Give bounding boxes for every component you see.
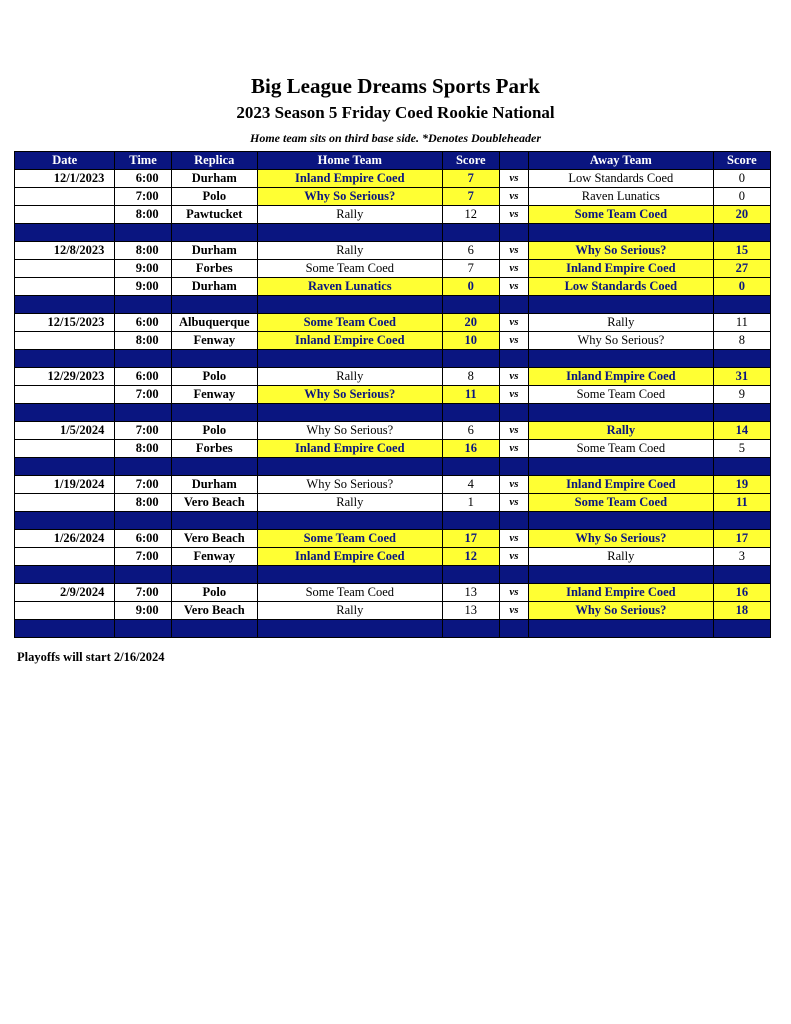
- spacer-cell: [257, 224, 442, 242]
- spacer-cell: [713, 620, 770, 638]
- replica-cell: Durham: [171, 278, 257, 296]
- vs-cell: vs: [499, 494, 528, 512]
- away-team-cell: Rally: [528, 548, 713, 566]
- date-cell: [15, 188, 115, 206]
- time-cell: 7:00: [115, 548, 171, 566]
- away-team-cell: Why So Serious?: [528, 602, 713, 620]
- replica-cell: Durham: [171, 476, 257, 494]
- spacer-row: [15, 224, 771, 242]
- spacer-cell: [499, 566, 528, 584]
- away-team-cell: Why So Serious?: [528, 242, 713, 260]
- vs-cell: vs: [499, 440, 528, 458]
- spacer-cell: [15, 404, 115, 422]
- col-date-header: Date: [15, 152, 115, 170]
- spacer-cell: [15, 620, 115, 638]
- vs-cell: vs: [499, 260, 528, 278]
- away-score-cell: 27: [713, 260, 770, 278]
- replica-cell: Fenway: [171, 386, 257, 404]
- home-team-cell: Inland Empire Coed: [257, 548, 442, 566]
- spacer-cell: [499, 296, 528, 314]
- vs-cell: vs: [499, 548, 528, 566]
- home-score-cell: 13: [442, 602, 499, 620]
- home-team-cell: Rally: [257, 206, 442, 224]
- away-score-cell: 11: [713, 494, 770, 512]
- date-cell: [15, 278, 115, 296]
- spacer-cell: [171, 458, 257, 476]
- home-score-cell: 6: [442, 422, 499, 440]
- time-cell: 6:00: [115, 530, 171, 548]
- vs-cell: vs: [499, 314, 528, 332]
- away-team-cell: Rally: [528, 314, 713, 332]
- time-cell: 7:00: [115, 422, 171, 440]
- away-score-cell: 20: [713, 206, 770, 224]
- home-score-cell: 8: [442, 368, 499, 386]
- replica-cell: Fenway: [171, 548, 257, 566]
- home-score-cell: 12: [442, 206, 499, 224]
- vs-cell: vs: [499, 422, 528, 440]
- time-cell: 9:00: [115, 278, 171, 296]
- page-subtitle: 2023 Season 5 Friday Coed Rookie National: [236, 103, 555, 122]
- vs-cell: vs: [499, 584, 528, 602]
- page-title: Big League Dreams Sports Park: [251, 74, 540, 98]
- away-score-cell: 16: [713, 584, 770, 602]
- date-cell: 2/9/2024: [15, 584, 115, 602]
- date-cell: [15, 332, 115, 350]
- replica-cell: Forbes: [171, 440, 257, 458]
- game-row: [15, 440, 771, 458]
- away-score-cell: 0: [713, 170, 770, 188]
- spacer-cell: [499, 458, 528, 476]
- replica-cell: Pawtucket: [171, 206, 257, 224]
- replica-cell: Durham: [171, 242, 257, 260]
- away-score-cell: 9: [713, 386, 770, 404]
- time-cell: 7:00: [115, 386, 171, 404]
- replica-cell: Forbes: [171, 260, 257, 278]
- spacer-cell: [442, 566, 499, 584]
- spacer-cell: [442, 458, 499, 476]
- time-cell: 8:00: [115, 332, 171, 350]
- date-cell: [15, 602, 115, 620]
- date-cell: 1/26/2024: [15, 530, 115, 548]
- schedule-body: [15, 170, 771, 638]
- spacer-cell: [171, 620, 257, 638]
- game-row: [15, 314, 771, 332]
- home-score-cell: 7: [442, 188, 499, 206]
- spacer-row: [15, 566, 771, 584]
- game-row: [15, 584, 771, 602]
- game-row: [15, 476, 771, 494]
- vs-cell: vs: [499, 530, 528, 548]
- game-row: [15, 602, 771, 620]
- spacer-cell: [115, 512, 171, 530]
- col-vs-header: [499, 152, 528, 170]
- spacer-cell: [171, 224, 257, 242]
- replica-cell: Polo: [171, 368, 257, 386]
- spacer-cell: [171, 566, 257, 584]
- time-cell: 7:00: [115, 188, 171, 206]
- away-team-cell: Some Team Coed: [528, 494, 713, 512]
- date-cell: [15, 494, 115, 512]
- time-cell: 8:00: [115, 440, 171, 458]
- home-score-cell: 0: [442, 278, 499, 296]
- col-time-header: Time: [115, 152, 171, 170]
- spacer-cell: [713, 458, 770, 476]
- spacer-cell: [528, 566, 713, 584]
- spacer-cell: [528, 458, 713, 476]
- home-team-cell: Rally: [257, 602, 442, 620]
- away-score-cell: 19: [713, 476, 770, 494]
- home-team-cell: Raven Lunatics: [257, 278, 442, 296]
- away-score-cell: 8: [713, 332, 770, 350]
- home-team-cell: Inland Empire Coed: [257, 332, 442, 350]
- date-cell: [15, 440, 115, 458]
- vs-cell: vs: [499, 386, 528, 404]
- date-cell: 12/8/2023: [15, 242, 115, 260]
- away-score-cell: 15: [713, 242, 770, 260]
- spacer-cell: [257, 350, 442, 368]
- game-row: [15, 188, 771, 206]
- spacer-cell: [15, 350, 115, 368]
- spacer-cell: [257, 620, 442, 638]
- date-cell: 12/1/2023: [15, 170, 115, 188]
- home-score-cell: 7: [442, 260, 499, 278]
- game-row: [15, 332, 771, 350]
- spacer-cell: [15, 566, 115, 584]
- time-cell: 9:00: [115, 602, 171, 620]
- spacer-cell: [528, 296, 713, 314]
- spacer-cell: [713, 224, 770, 242]
- replica-cell: Polo: [171, 422, 257, 440]
- time-cell: 6:00: [115, 170, 171, 188]
- vs-cell: vs: [499, 602, 528, 620]
- home-team-cell: Why So Serious?: [257, 386, 442, 404]
- game-row: [15, 548, 771, 566]
- spacer-cell: [499, 620, 528, 638]
- home-score-cell: 4: [442, 476, 499, 494]
- home-score-cell: 12: [442, 548, 499, 566]
- spacer-cell: [171, 296, 257, 314]
- time-cell: 7:00: [115, 476, 171, 494]
- home-score-cell: 16: [442, 440, 499, 458]
- spacer-cell: [442, 296, 499, 314]
- away-team-cell: Inland Empire Coed: [528, 584, 713, 602]
- date-cell: 1/5/2024: [15, 422, 115, 440]
- game-row: [15, 260, 771, 278]
- spacer-cell: [257, 404, 442, 422]
- spacer-cell: [442, 620, 499, 638]
- spacer-cell: [15, 512, 115, 530]
- spacer-cell: [15, 296, 115, 314]
- spacer-cell: [499, 512, 528, 530]
- spacer-cell: [442, 404, 499, 422]
- home-team-cell: Rally: [257, 494, 442, 512]
- home-team-cell: Rally: [257, 242, 442, 260]
- spacer-cell: [257, 296, 442, 314]
- home-score-cell: 10: [442, 332, 499, 350]
- spacer-cell: [442, 350, 499, 368]
- time-cell: 8:00: [115, 494, 171, 512]
- away-score-cell: 14: [713, 422, 770, 440]
- spacer-cell: [713, 350, 770, 368]
- vs-cell: vs: [499, 368, 528, 386]
- game-row: [15, 170, 771, 188]
- schedule-table: [14, 151, 771, 638]
- spacer-cell: [528, 512, 713, 530]
- spacer-cell: [528, 224, 713, 242]
- home-team-cell: Why So Serious?: [257, 422, 442, 440]
- game-row: [15, 386, 771, 404]
- home-score-cell: 17: [442, 530, 499, 548]
- game-row: [15, 530, 771, 548]
- home-score-cell: 7: [442, 170, 499, 188]
- col-away-score-header: Score: [713, 152, 770, 170]
- header-row: [15, 152, 771, 170]
- spacer-cell: [442, 224, 499, 242]
- game-row: [15, 422, 771, 440]
- spacer-cell: [499, 404, 528, 422]
- spacer-cell: [171, 404, 257, 422]
- spacer-row: [15, 512, 771, 530]
- spacer-cell: [442, 512, 499, 530]
- home-score-cell: 6: [442, 242, 499, 260]
- spacer-cell: [115, 224, 171, 242]
- home-team-cell: Inland Empire Coed: [257, 440, 442, 458]
- home-score-cell: 13: [442, 584, 499, 602]
- away-score-cell: 17: [713, 530, 770, 548]
- replica-cell: Polo: [171, 584, 257, 602]
- spacer-cell: [115, 404, 171, 422]
- schedule-note: Home team sits on third base side. *Denotes Doubleheader: [250, 131, 541, 145]
- vs-cell: vs: [499, 188, 528, 206]
- home-score-cell: 20: [442, 314, 499, 332]
- vs-cell: vs: [499, 242, 528, 260]
- spacer-cell: [528, 350, 713, 368]
- spacer-cell: [115, 350, 171, 368]
- away-team-cell: Why So Serious?: [528, 530, 713, 548]
- spacer-cell: [713, 404, 770, 422]
- date-cell: 1/19/2024: [15, 476, 115, 494]
- spacer-cell: [257, 566, 442, 584]
- vs-cell: vs: [499, 206, 528, 224]
- col-home-score-header: Score: [442, 152, 499, 170]
- home-team-cell: Why So Serious?: [257, 188, 442, 206]
- spacer-cell: [499, 350, 528, 368]
- away-score-cell: 31: [713, 368, 770, 386]
- playoffs-note: Playoffs will start 2/16/2024: [17, 650, 165, 664]
- vs-cell: vs: [499, 170, 528, 188]
- spacer-row: [15, 296, 771, 314]
- game-row: [15, 242, 771, 260]
- home-team-cell: Why So Serious?: [257, 476, 442, 494]
- home-team-cell: Rally: [257, 368, 442, 386]
- time-cell: 8:00: [115, 206, 171, 224]
- spacer-cell: [115, 458, 171, 476]
- vs-cell: vs: [499, 476, 528, 494]
- time-cell: 9:00: [115, 260, 171, 278]
- spacer-cell: [171, 512, 257, 530]
- away-score-cell: 3: [713, 548, 770, 566]
- home-team-cell: Some Team Coed: [257, 530, 442, 548]
- col-home-team-header: Home Team: [257, 152, 442, 170]
- time-cell: 8:00: [115, 242, 171, 260]
- vs-cell: vs: [499, 332, 528, 350]
- spacer-cell: [115, 296, 171, 314]
- spacer-row: [15, 350, 771, 368]
- away-team-cell: Some Team Coed: [528, 206, 713, 224]
- time-cell: 7:00: [115, 584, 171, 602]
- vs-cell: vs: [499, 278, 528, 296]
- spacer-cell: [499, 224, 528, 242]
- away-team-cell: Raven Lunatics: [528, 188, 713, 206]
- away-score-cell: 0: [713, 278, 770, 296]
- away-team-cell: Some Team Coed: [528, 440, 713, 458]
- away-score-cell: 0: [713, 188, 770, 206]
- date-cell: [15, 548, 115, 566]
- time-cell: 6:00: [115, 314, 171, 332]
- spacer-cell: [528, 620, 713, 638]
- date-cell: [15, 386, 115, 404]
- spacer-cell: [713, 512, 770, 530]
- date-cell: [15, 260, 115, 278]
- home-score-cell: 1: [442, 494, 499, 512]
- spacer-row: [15, 404, 771, 422]
- spacer-cell: [115, 566, 171, 584]
- game-row: [15, 206, 771, 224]
- replica-cell: Vero Beach: [171, 602, 257, 620]
- col-away-team-header: Away Team: [528, 152, 713, 170]
- game-row: [15, 494, 771, 512]
- spacer-cell: [171, 350, 257, 368]
- away-team-cell: Low Standards Coed: [528, 170, 713, 188]
- spacer-row: [15, 620, 771, 638]
- home-team-cell: Some Team Coed: [257, 260, 442, 278]
- home-team-cell: Some Team Coed: [257, 584, 442, 602]
- away-team-cell: Inland Empire Coed: [528, 260, 713, 278]
- spacer-cell: [713, 296, 770, 314]
- home-team-cell: Some Team Coed: [257, 314, 442, 332]
- col-replica-header: Replica: [171, 152, 257, 170]
- spacer-cell: [15, 224, 115, 242]
- away-team-cell: Low Standards Coed: [528, 278, 713, 296]
- away-team-cell: Inland Empire Coed: [528, 476, 713, 494]
- away-team-cell: Some Team Coed: [528, 386, 713, 404]
- replica-cell: Durham: [171, 170, 257, 188]
- replica-cell: Albuquerque: [171, 314, 257, 332]
- replica-cell: Polo: [171, 188, 257, 206]
- away-score-cell: 5: [713, 440, 770, 458]
- spacer-cell: [115, 620, 171, 638]
- away-team-cell: Rally: [528, 422, 713, 440]
- date-cell: 12/15/2023: [15, 314, 115, 332]
- game-row: [15, 368, 771, 386]
- away-team-cell: Why So Serious?: [528, 332, 713, 350]
- spacer-cell: [257, 458, 442, 476]
- home-score-cell: 11: [442, 386, 499, 404]
- spacer-row: [15, 458, 771, 476]
- home-team-cell: Inland Empire Coed: [257, 170, 442, 188]
- spacer-cell: [528, 404, 713, 422]
- spacer-cell: [713, 566, 770, 584]
- away-team-cell: Inland Empire Coed: [528, 368, 713, 386]
- replica-cell: Fenway: [171, 332, 257, 350]
- time-cell: 6:00: [115, 368, 171, 386]
- game-row: [15, 278, 771, 296]
- replica-cell: Vero Beach: [171, 530, 257, 548]
- spacer-cell: [257, 512, 442, 530]
- away-score-cell: 11: [713, 314, 770, 332]
- away-score-cell: 18: [713, 602, 770, 620]
- date-cell: [15, 206, 115, 224]
- replica-cell: Vero Beach: [171, 494, 257, 512]
- date-cell: 12/29/2023: [15, 368, 115, 386]
- spacer-cell: [15, 458, 115, 476]
